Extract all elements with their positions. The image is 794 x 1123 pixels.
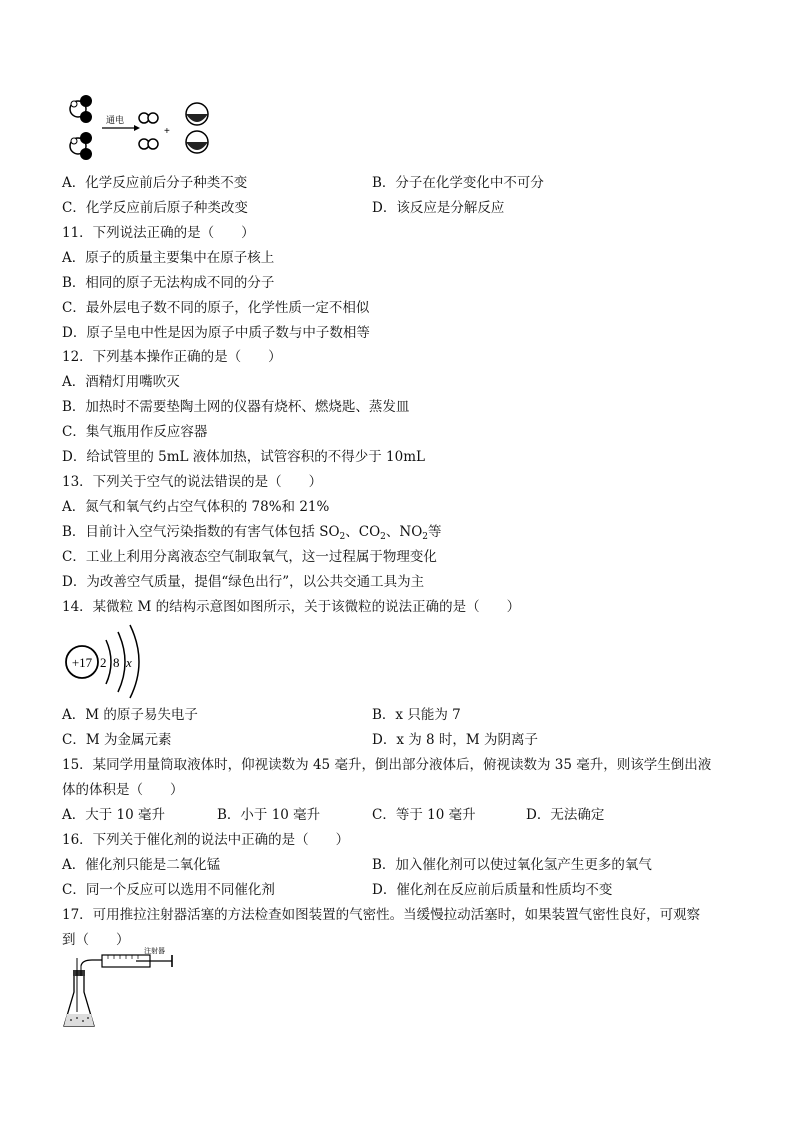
q16-option-a: A．催化剂只能是二氧化锰 — [62, 857, 221, 873]
q12-option-c: C．集气瓶用作反应容器 — [62, 424, 208, 440]
q13-stem: 13．下列关于空气的说法错误的是（ ） — [62, 474, 323, 490]
q14-option-b: B．x 只能为 7 — [372, 707, 461, 723]
hydrogen-molecule-top — [139, 113, 158, 123]
q10-option-d: D．该反应是分解反应 — [372, 200, 505, 216]
water-molecule-left-top — [70, 95, 92, 123]
q11-option-a: A．原子的质量主要集中在原子核上 — [62, 250, 275, 266]
q13-option-a: A．氮气和氧气约占空气体积的 78%和 21% — [62, 499, 330, 515]
shell-2-electrons: 8 — [113, 655, 120, 670]
figure-label-electrolysis: 通电 — [106, 115, 125, 125]
q10-option-b: B．分子在化学变化中不可分 — [372, 175, 544, 191]
q11-option-d: D．原子呈电中性是因为原子中质子数与中子数相等 — [62, 325, 370, 341]
syringe-apparatus-diagram — [62, 948, 178, 1032]
q14-option-a: A．M 的原子易失电子 — [62, 707, 198, 723]
q11-stem: 11．下列说法正确的是（ ） — [62, 225, 255, 241]
reaction-diagram — [64, 90, 216, 162]
water-molecule-left-bottom — [70, 132, 92, 160]
q16-stem: 16．下列关于催化剂的说法中正确的是（ ） — [62, 832, 350, 848]
q11-option-c: C．最外层电子数不同的原子，化学性质一定不相似 — [62, 300, 370, 316]
q13-option-d: D．为改善空气质量，提倡“绿色出行”，以公共交通工具为主 — [62, 574, 425, 590]
q17-stem-line2: 到（ ） — [62, 932, 130, 948]
q12-option-b: B．加热时不需要垫陶土网的仪器有烧杯、燃烧匙、蒸发皿 — [62, 399, 410, 415]
q17-stem-line1: 17．可用推拉注射器活塞的方法检查如图装置的气密性。当缓慢拉动活塞时，如果装置气密性良好，可观察 — [62, 907, 701, 923]
q11-option-b: B．相同的原子无法构成不同的分子 — [62, 275, 275, 291]
q13-option-b: B．目前计入空气污染指数的有害气体包括 $SO_2$、$CO_2$、$NO_2$等 — [62, 524, 442, 542]
q16-option-d: D．催化剂在反应前后质量和性质均不变 — [372, 882, 613, 898]
oxygen-molecule — [186, 103, 208, 153]
q15-option-d: D．无法确定 — [526, 807, 605, 823]
q14-option-d: D．x 为 8 时，M 为阴离子 — [372, 732, 539, 748]
q12-stem: 12．下列基本操作正确的是（ ） — [62, 349, 282, 365]
q16-option-c: C．同一个反应可以选用不同催化剂 — [62, 882, 275, 898]
q15-option-c: C．等于 10 毫升 — [372, 807, 476, 823]
nucleus-charge: +17 — [71, 655, 93, 670]
q10-option-c: C．化学反应前后原子种类改变 — [62, 200, 248, 216]
q15-stem-line2: 体的体积是（ ） — [62, 782, 184, 798]
q15-stem-line1: 15．某同学用量筒取液体时，仰视读数为 45 毫升，倒出部分液体后，俯视读数为 35 毫升，则该学生倒出液 — [62, 757, 712, 773]
q13-option-c: C．工业上利用分离液态空气制取氧气，这一过程属于物理变化 — [62, 549, 437, 565]
q10-option-a: A．化学反应前后分子种类不变 — [62, 175, 248, 191]
q14-stem: 14．某微粒 M 的结构示意图如图所示，关于该微粒的说法正确的是（ ） — [62, 599, 521, 615]
q16-option-b: B．加入催化剂可以使过氧化氢产生更多的氧气 — [372, 857, 652, 873]
hydrogen-molecule-bottom — [139, 139, 158, 149]
q15-option-a: A．大于 10 毫升 — [62, 807, 166, 823]
q12-option-a: A．酒精灯用嘴吹灭 — [62, 374, 180, 390]
shell-3-electrons: x — [126, 655, 132, 670]
q12-option-d: D．给试管里的 5mL 液体加热，试管容积的不得少于 10mL — [62, 449, 425, 465]
atom-structure-diagram — [62, 622, 154, 698]
q15-option-b: B．小于 10 毫升 — [217, 807, 321, 823]
shell-1-electrons: 2 — [100, 655, 107, 670]
svg-text:+: + — [164, 126, 170, 137]
q14-option-c: C．M 为金属元素 — [62, 732, 172, 748]
syringe-label: 注射器 — [144, 948, 165, 955]
